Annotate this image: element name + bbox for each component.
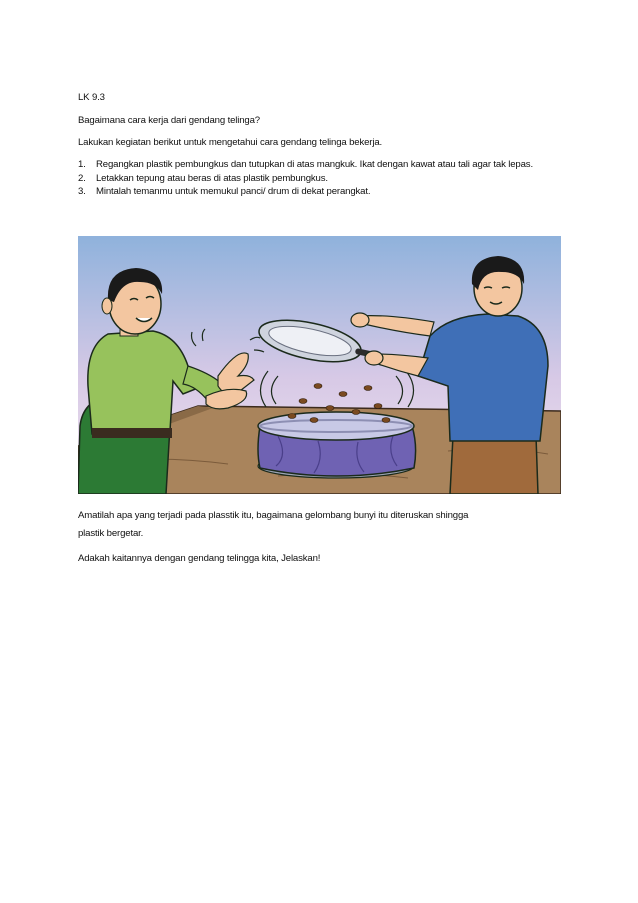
question-text: Bagaimana cara kerja dari gendang telinga?: [78, 115, 260, 126]
observation-text-cont: plastik bergetar.: [78, 528, 144, 539]
instruction-text: Lakukan kegiatan berikut untuk mengetahui cara gendang telinga bekerja.: [78, 137, 383, 148]
step-item: [78, 158, 558, 172]
closing-question: Adakah kaitannya dengan gendang telingga kita, Jelaskan!: [78, 553, 321, 564]
observation-text: Amatilah apa yang terjadi pada plasstik itu, bagaimana gelombang bunyi itu diteruskan shingga: [78, 510, 469, 521]
step-number: 2.: [78, 172, 86, 184]
step-number: 1.: [78, 159, 86, 170]
step-text: Mintalah temanmu untuk memukul panci/ drum di dekat perangkat.: [96, 186, 371, 197]
step-item: [78, 172, 558, 186]
worksheet-code: LK 9.3: [78, 92, 105, 103]
steps-list: [78, 158, 558, 199]
covered-bowl: [258, 412, 416, 478]
experiment-illustration: [78, 236, 561, 494]
step-text: Letakkan tepung atau beras di atas plastik pembungkus.: [96, 172, 328, 184]
step-number: 3.: [78, 186, 86, 197]
step-item: [78, 185, 558, 199]
step-text: Regangkan plastik pembungkus dan tutupkan di atas mangkuk. Ikat dengan kawat atau tali agar tak lepas.: [96, 159, 533, 170]
